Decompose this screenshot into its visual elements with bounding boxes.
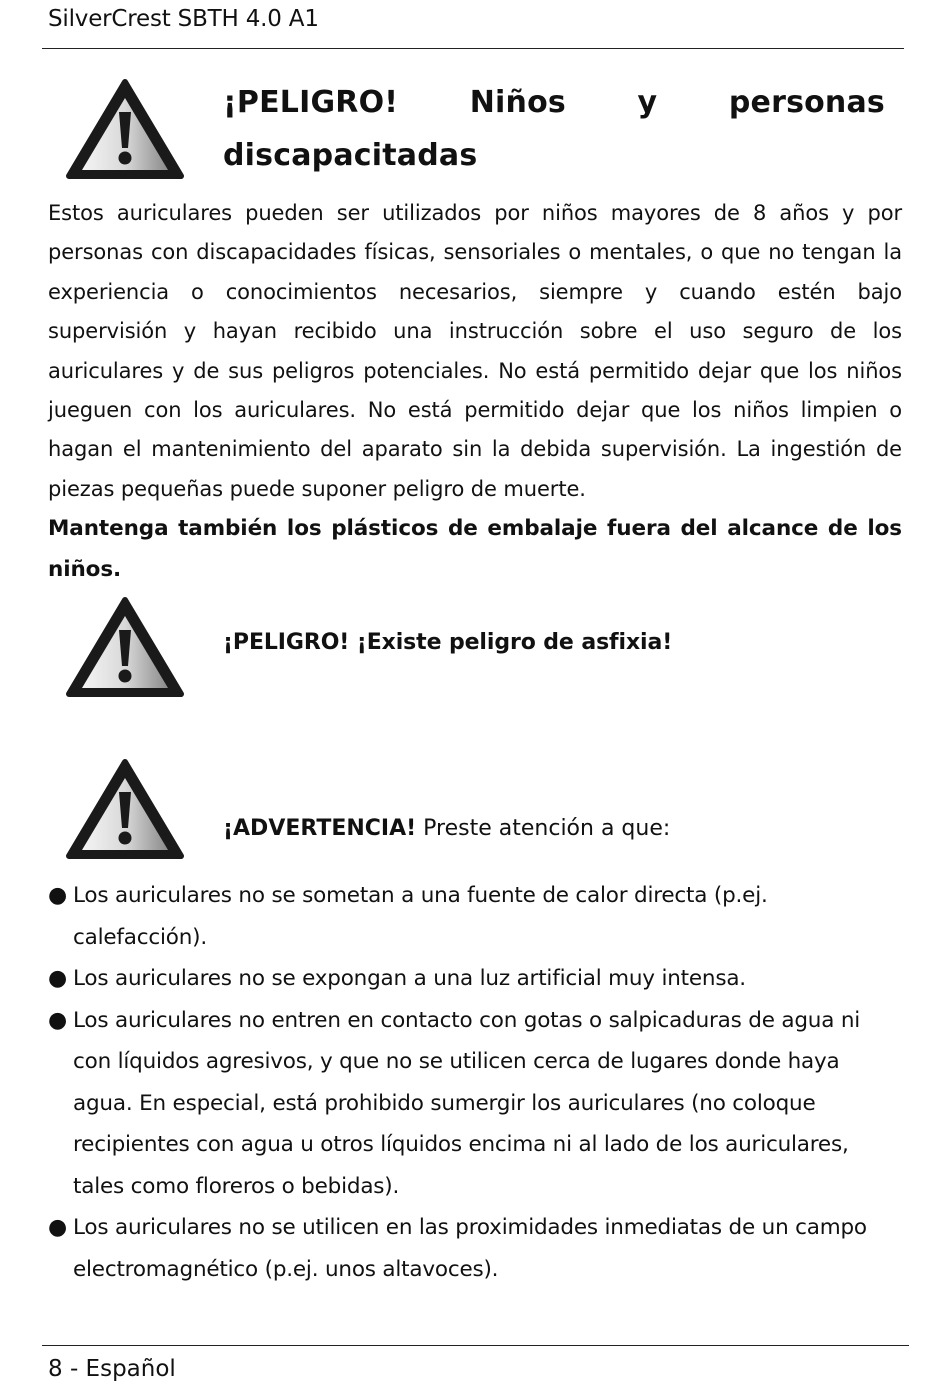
danger-heading-children: ¡PELIGRO! Niños y personas discapacitadas [223, 85, 885, 173]
list-item-text: Los auriculares no se utilicen en las proximidades inmediatas de un campo electromagnético (p.ej. unos altavoces). [73, 1215, 867, 1282]
page-number: 8 - Español [48, 1356, 176, 1382]
children-paragraph: Estos auriculares pueden ser utilizados por niños mayores de 8 años y por personas con discapacidades físicas, sensoriales o mentales, o que no tengan la experiencia o conocimientos necesarios, siempre y cuando estén bajo supervisión y hayan recibido una instrucción sobre el uso seguro de los auriculares y de sus peligros potenciales. No está permitido dejar que los niños jueguen con los auriculares. No está permitido dejar que los niños limpien o hagan el mantenimiento del aparato sin la debida supervisión. La ingestión de piezas pequeñas puede suponer peligro de muerte. [48, 201, 902, 501]
list-item-text: Los auriculares no se sometan a una fuente de calor directa (p.ej. calefacción). [73, 883, 768, 950]
bullet-icon: ● [48, 1007, 67, 1033]
bullet-icon: ● [48, 883, 67, 908]
list-item-text: Los auriculares no se expongan a una luz artificial muy intensa. [73, 966, 746, 991]
list-item [48, 958, 888, 1000]
danger-heading-asphyxia: ¡PELIGRO! ¡Existe peligro de asfixia! [223, 630, 673, 655]
warning-triangle-icon [64, 756, 186, 862]
bullet-icon: ● [48, 1215, 67, 1240]
warning-bullet-list [48, 875, 888, 1290]
warning-triangle-icon [64, 594, 186, 700]
list-item [48, 1000, 888, 1208]
warning-heading [223, 816, 670, 841]
list-item [48, 875, 888, 958]
list-item [48, 1207, 888, 1290]
document-header-title: SilverCrest SBTH 4.0 A1 [48, 6, 319, 32]
header-divider [42, 48, 904, 49]
packaging-warning: Mantenga también los plásticos de embalaje fuera del alcance de los niños. [48, 516, 902, 582]
warning-triangle-icon [64, 76, 186, 182]
list-item-text: Los auriculares no entren en contacto con gotas o salpicaduras de agua ni con líquidos agresivos, y que no se utilicen cerca de lugares donde haya agua. En especial, está prohibido sumergir los auriculares (no coloque recipientes con agua u otros líquidos encima ni al lado de los auriculares, tales como floreros o bebidas). [73, 1007, 861, 1199]
warning-intro-text: Preste atención a que: [416, 816, 671, 841]
bullet-icon: ● [48, 966, 67, 991]
warning-label: ¡ADVERTENCIA! [223, 816, 417, 841]
footer-divider [42, 1345, 909, 1346]
